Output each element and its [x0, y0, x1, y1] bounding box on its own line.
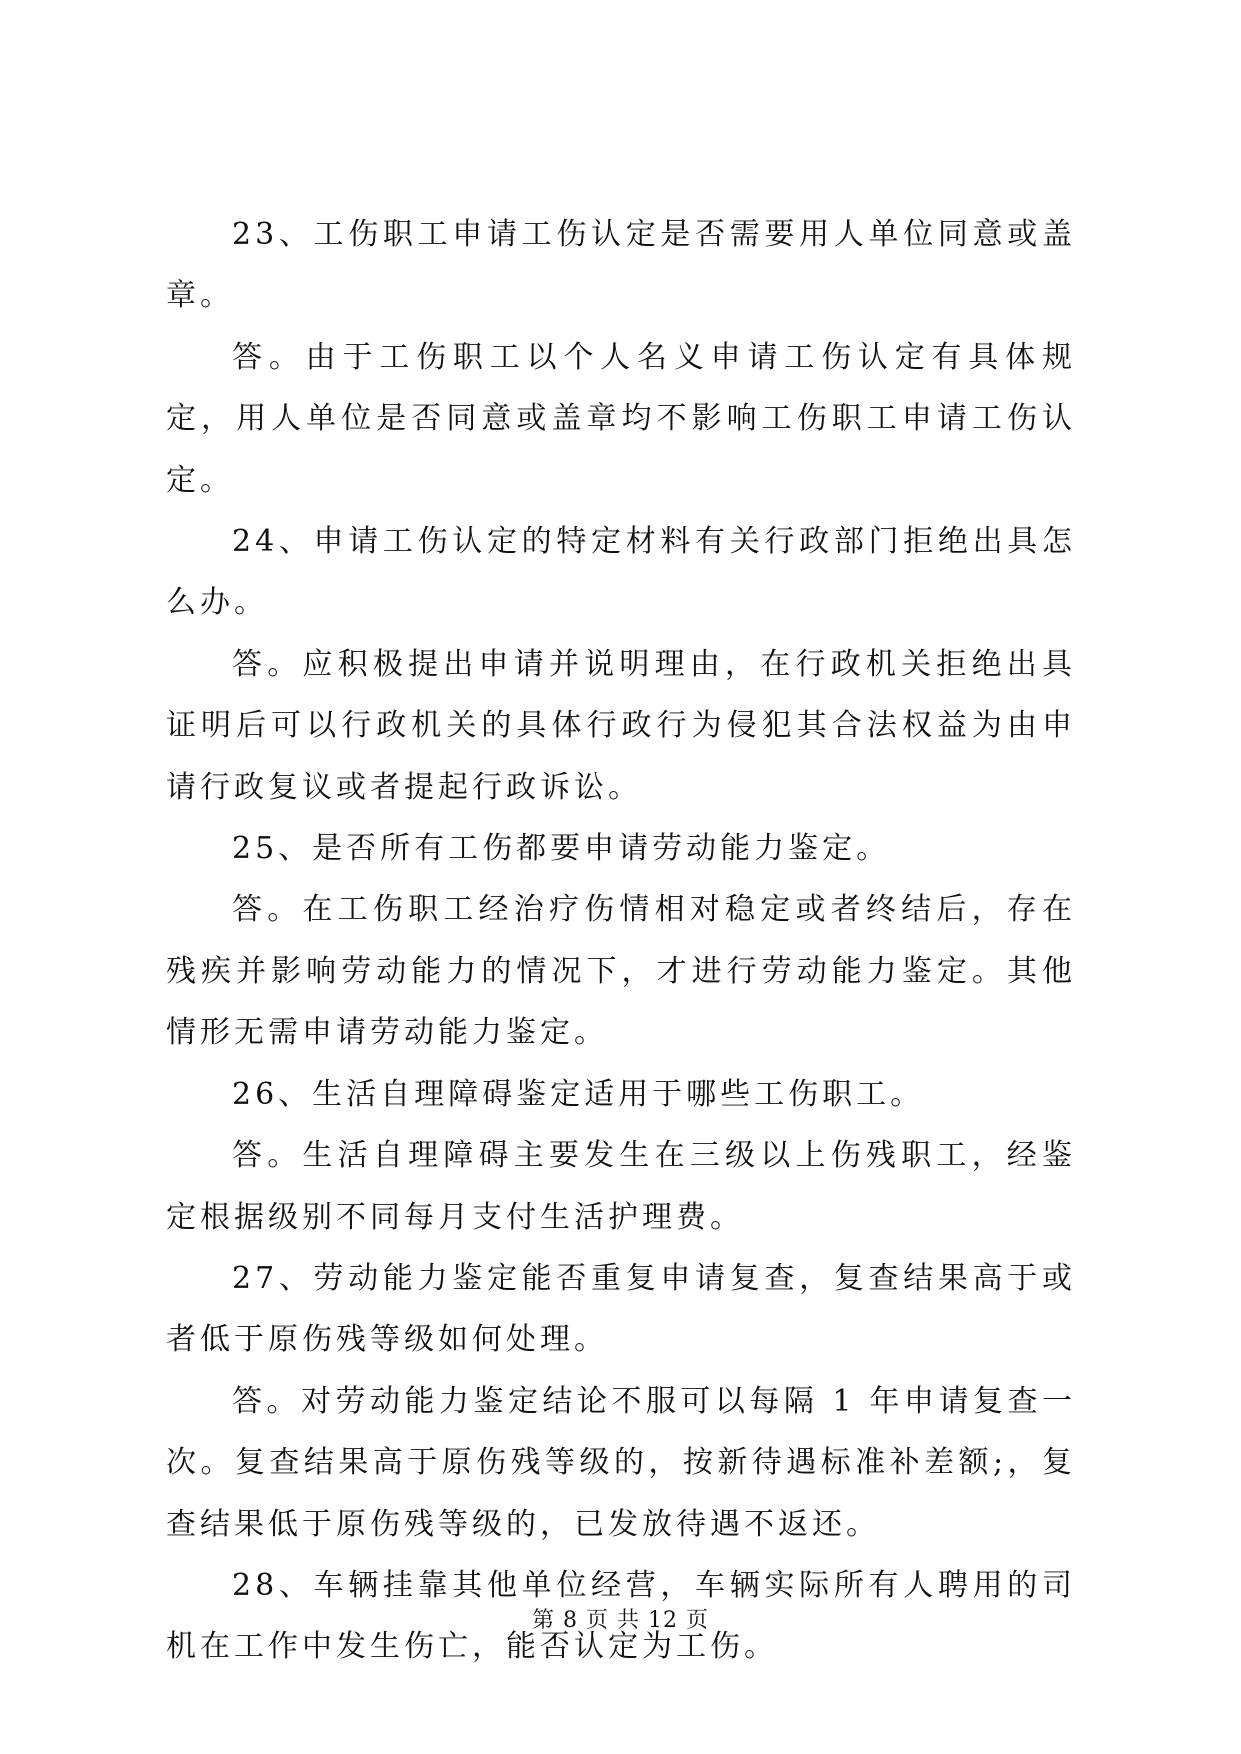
- question-23: 23、工伤职工申请工伤认定是否需要用人单位同意或盖章。: [166, 217, 1076, 314]
- question-28: 28、车辆挂靠其他单位经营，车辆实际所有人聘用的司机在工作中发生伤亡，能否认定为工伤。: [166, 1567, 1076, 1665]
- page-number-footer: 第 8 页 共 12 页: [532, 1608, 709, 1633]
- answer-24: 答。应积极提出申请并说明理由，在行政机关拒绝出具证明后可以行政机关的具体行政行为侵犯其合法权益为由申请行政复议或者提起行政诉讼。: [166, 646, 1076, 805]
- question-25: 25、是否所有工伤都要申请劳动能力鉴定。: [232, 831, 891, 867]
- answer-27: 答。对劳动能力鉴定结论不服可以每隔 1 年申请复查一次。复查结果高于原伤残等级的，按新待遇标准补差额;，复查结果低于原伤残等级的，已发放待遇不返还。: [166, 1383, 1076, 1542]
- answer-26: 答。生活自理障碍主要发生在三级以上伤残职工，经鉴定根据级别不同每月支付生活护理费。: [166, 1138, 1076, 1235]
- answer-23: 答。由于工伤职工以个人名义申请工伤认定有具体规定，用人单位是否同意或盖章均不影响工伤职工申请工伤认定。: [166, 339, 1076, 498]
- question-26: 26、生活自理障碍鉴定适用于哪些工伤职工。: [232, 1076, 925, 1112]
- question-24: 24、申请工伤认定的特定材料有关行政部门拒绝出具怎么办。: [166, 524, 1076, 621]
- answer-25: 答。在工伤职工经治疗伤情相对稳定或者终结后，存在残疾并影响劳动能力的情况下，才进行劳动能力鉴定。其他情形无需申请劳动能力鉴定。: [166, 892, 1076, 1051]
- question-27: 27、劳动能力鉴定能否重复申请复查，复查结果高于或者低于原伤残等级如何处理。: [166, 1260, 1076, 1358]
- document-body: [166, 204, 1076, 1678]
